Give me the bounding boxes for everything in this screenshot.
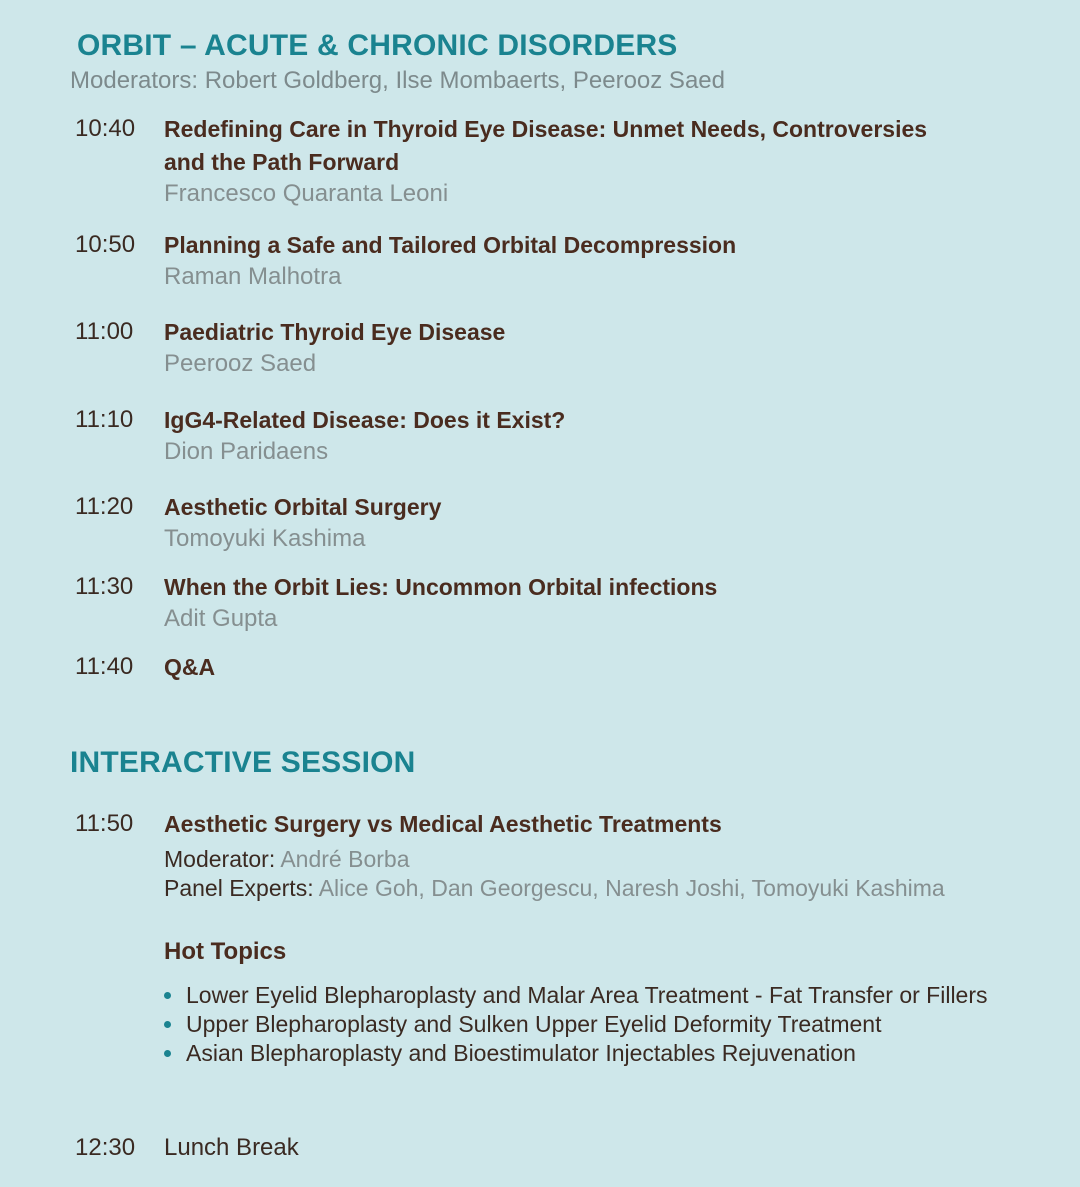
talk-title: Planning a Safe and Tailored Orbital Decompression [164,232,737,258]
talk-title: Aesthetic Surgery vs Medical Aesthetic Treatments [164,811,722,837]
talk-title: Paediatric Thyroid Eye Disease [164,319,506,345]
talk-title [164,113,1055,179]
agenda-time: 10:40 [75,115,136,142]
list-item [164,981,1064,1010]
hot-topic-text: Lower Eyelid Blepharoplasty and Malar Area Treatment - Fat Transfer or Fillers [186,982,988,1008]
agenda-item-1140 [75,651,1055,684]
agenda-time: 11:50 [75,810,134,837]
moderators-line: Moderators: Robert Goldberg, Ilse Mombaerts, Peerooz Saed [70,67,725,94]
talk-title-line-1: Redefining Care in Thyroid Eye Disease: Unmet Needs, Controversies [164,116,928,142]
list-item [164,1039,1064,1068]
agenda-item-1130 [75,571,1055,634]
agenda-time: 11:10 [75,406,134,433]
moderator-label: Moderator: [164,846,276,872]
talk-title: Aesthetic Orbital Surgery [164,494,442,520]
agenda-time: 10:50 [75,231,136,258]
speaker-name: Adit Gupta [164,605,278,632]
list-item [164,1010,1064,1039]
talk-title: IgG4-Related Disease: Does it Exist? [164,407,566,433]
moderator-line [164,845,1055,874]
section-title-orbit: ORBIT – ACUTE & CHRONIC DISORDERS [77,29,678,62]
speaker-name: Raman Malhotra [164,263,342,290]
speaker-name: Peerooz Saed [164,350,317,377]
lunch-label: Lunch Break [164,1134,299,1161]
hot-topics-title: Hot Topics [164,938,287,965]
agenda-time: 11:40 [75,653,134,680]
speaker-name: Tomoyuki Kashima [164,525,366,552]
agenda-item-1100 [75,316,1055,379]
hot-topic-text: Upper Blepharoplasty and Sulken Upper Eyelid Deformity Treatment [186,1011,882,1037]
panel-value: Alice Goh, Dan Georgescu, Naresh Joshi, Tomoyuki Kashima [318,875,945,901]
panel-line [164,874,1055,903]
speaker-name: Dion Paridaens [164,438,329,465]
talk-title-line-2: and the Path Forward [164,149,400,175]
agenda-item-1150 [75,808,1055,903]
agenda-item-1040 [75,113,1055,209]
bullet-dot-icon [164,1050,171,1057]
bullet-dot-icon [164,1021,171,1028]
talk-title: When the Orbit Lies: Uncommon Orbital infections [164,574,718,600]
moderator-value: André Borba [280,846,410,872]
panel-label: Panel Experts: [164,875,314,901]
hot-topic-text: Asian Blepharoplasty and Bioestimulator Injectables Rejuvenation [186,1040,856,1066]
bullet-dot-icon [164,992,171,999]
agenda-item-1110 [75,404,1055,467]
agenda-item-1120 [75,491,1055,554]
agenda-item-lunch [75,1132,1055,1164]
agenda-time: 11:30 [75,573,134,600]
agenda-time: 12:30 [75,1134,136,1161]
agenda-time: 11:00 [75,318,134,345]
section-title-interactive: INTERACTIVE SESSION [70,746,416,779]
agenda-time: 11:20 [75,493,134,520]
speaker-name: Francesco Quaranta Leoni [164,180,449,207]
hot-topics-list [164,981,1064,1068]
agenda-item-1050 [75,229,1055,292]
talk-title: Q&A [164,654,216,680]
